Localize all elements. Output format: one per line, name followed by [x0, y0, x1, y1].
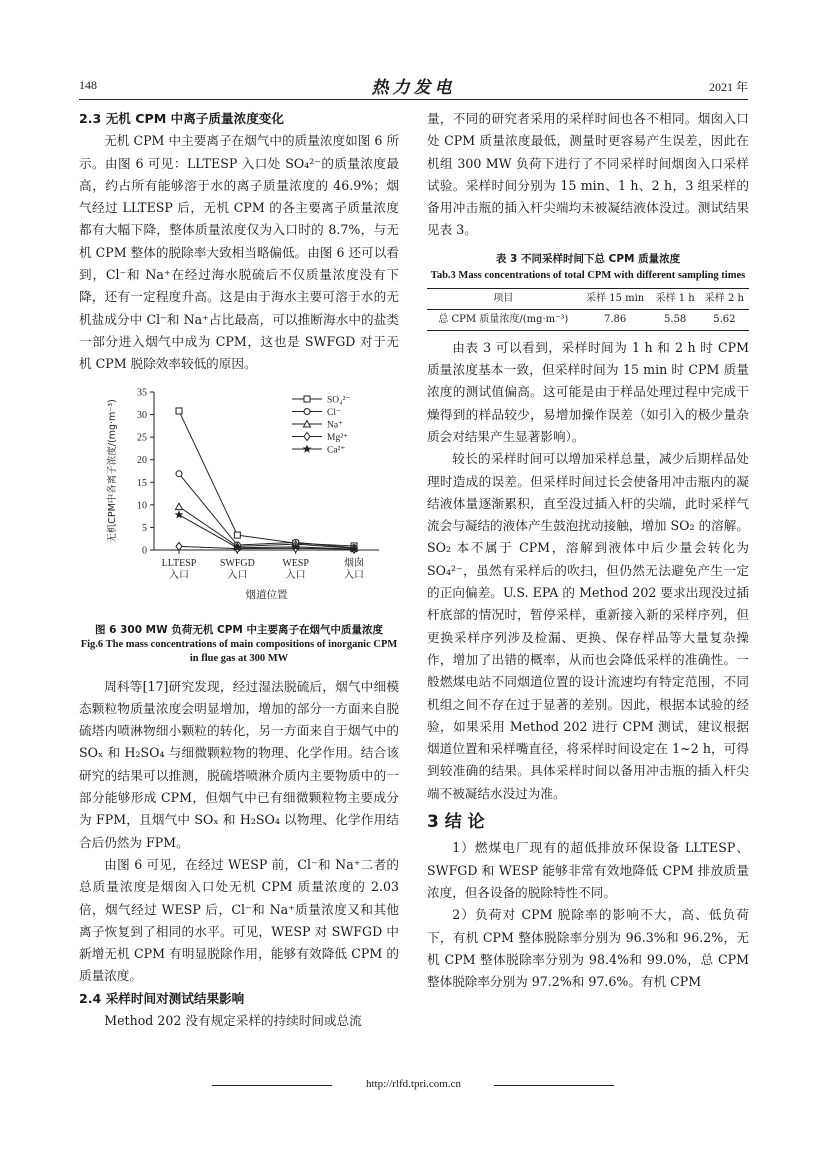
- data-point: [176, 470, 182, 476]
- y-tick-label: 10: [137, 499, 147, 511]
- footer-rule-right: [494, 1085, 614, 1086]
- figure-6: [79, 382, 399, 622]
- table-caption-en: Tab.3 Mass concentrations of total CPM with different sampling times: [430, 269, 746, 281]
- legend-marker: [304, 432, 310, 440]
- paragraph: 无机 CPM 中主要离子在烟气中的质量浓度如图 6 所示。由图 6 可见：LLTESP 入口处 SO₄²⁻的质量浓度最高，约占所有能够溶于水的离子质量浓度的 46.9%；烟气经过 LLTESP 后，无机 CPM 的各主要离子质量浓度都有大幅下降，整体质量浓度仅为入口时的 8.7%，与无机 CPM 整体的脱除率大致相当略偏低。由图 6 还可以看到，Cl⁻和 Na⁺在经过海水脱硫后不仅质量浓度没有下降，还有一定程度升高。这是由于海水主要可溶于水的无机盐成分中 Cl⁻和 Na⁺占比最高，可以推断海水中的盐类一部分进入烟气中成为 CPM，这也是 SWFGD 对于无机 CPM 脱除效率较低的原因。: [79, 133, 399, 372]
- data-point: [176, 408, 182, 414]
- legend-label: Mg²⁺: [327, 432, 349, 443]
- paragraph: 量，不同的研究者采用的采样时间也各不相同。烟囱入口处 CPM 质量浓度最低，测量时更容易产生误差，因此在机组 300 MW 负荷下进行了不同采样时间烟囱入口采样试验。采样时间分别为 15 min、1 h、2 h，3 组采样的备用冲击瓶的插入杆尖端均未被凝结液体没过。测试结果见表 3。: [427, 111, 749, 238]
- y-tick-label: 30: [137, 409, 147, 421]
- y-tick-label: 35: [137, 387, 147, 399]
- paragraph: Method 202 没有规定采样的持续时间或总流: [104, 1013, 362, 1029]
- data-point: [176, 542, 182, 550]
- x-tick-label: LLTESP: [161, 557, 197, 569]
- x-tick-label-sub: 入口: [169, 569, 189, 581]
- footer-url: http://rlfd.tpri.com.cn: [365, 1078, 461, 1090]
- paragraph: 1）燃煤电厂现有的超低排放环保设备 LLTESP、SWFGD 和 WESP 能够非常有效地降低 CPM 排放质量浓度，但各设备的脱除特性不同。: [427, 840, 749, 900]
- y-tick-label: 0: [142, 545, 147, 557]
- data-point: [175, 511, 182, 518]
- legend-label: SO₄²⁻: [327, 395, 351, 406]
- figure-caption-zh: 图 6 300 MW 负荷无机 CPM 中主要离子在烟气中质量浓度: [94, 623, 384, 636]
- series-line: [179, 506, 354, 548]
- paragraph: 由表 3 可以看到，采样时间为 1 h 和 2 h 时 CPM 质量浓度基本一致，但采样时间为 15 min 时 CPM 质量浓度的测试值偏高。这可能是由于样品处理过程中完成干燥得到的样品较少，易增加操作误差（如引入的极少量杂质会对结果产生显著影响）。: [427, 339, 749, 444]
- x-tick-label: SWFGD: [219, 557, 255, 569]
- table-header-cell: 采样 1 h: [655, 292, 695, 304]
- legend-marker: [303, 445, 310, 452]
- legend-label: Ca²⁺: [327, 445, 346, 456]
- x-tick-label: WESP: [282, 557, 310, 569]
- table-row: [427, 309, 749, 330]
- table-cell: 5.58: [664, 313, 687, 325]
- paragraph: 由图 6 可见，在经过 WESP 前，Cl⁻和 Na⁺二者的总质量浓度是烟囱入口处无机 CPM 质量浓度的 2.03 倍，烟气经过 WESP 后，Cl⁻和 Na⁺质量浓度又和其他离子恢复到了相同的水平。可见，WESP 对 SWFGD 中新增无机 CPM 有明显脱除作用，能够有效降低 CPM 的质量浓度。: [79, 856, 399, 984]
- x-tick-label-sub: 入口: [344, 569, 364, 581]
- y-tick-label: 5: [142, 522, 147, 534]
- series-line: [179, 473, 354, 547]
- table-header-cell: 项目: [493, 292, 514, 304]
- paragraph: 较长的采样时间可以增加采样总量，减少后期样品处理时造成的误差。但采样时间过长会使备用冲击瓶内的凝结液体量逐渐累积，直至没过插入杆的尖端，此时采样气流会与凝结的液体产生鼓泡扰动接触，增加 SO₂ 的溶解。SO₂ 本不属于 CPM，溶解到液体中后少量会转化为 SO₄²⁻，虽然有采样后的吹扫，但仍然无法避免产生一定的正向偏差。U.S. EPA 的 Method 202 要求出现没过插杆底部的情况时，暂停采样，重新接入新的采样序列，但更换采样序列涉及检漏、更换、保存样品等大量复杂操作，增加了出错的概率，从而也会降低采样的准确性。一般燃煤电站不同烟道位置的设计流速均有特定范围，不同机组之间不存在过于显著的差别。因此，根据本试验的经验，如果采用 Method 202 进行 CPM 测试，建议根据烟道位置和采样嘴直径，将采样时间设定在 1~2 h，可得到较准确的结果。具体采样时间以备用冲击瓶的插入杆尖端不被凝结水没过为准。: [427, 451, 749, 801]
- x-axis-label: 烟道位置: [245, 588, 288, 601]
- table-caption-zh: 表 3 不同采样时间下总 CPM 质量浓度: [495, 252, 681, 265]
- table-cell: 7.86: [604, 313, 627, 325]
- right-column: [427, 108, 749, 993]
- paragraph: 周科等[17]研究发现，经过湿法脱硫后，烟气中细模态颗粒物质量浓度会明显增加，增加的部分一方面来自脱硫塔内喷淋物细小颗粒的转化，另一方面来自于烟气中的 SOₓ 和 H₂SO₄ 与细微颗粒物的物理、化学作用。结合该研究的结果可以推测，脱硫塔喷淋介质内主要物质中的一部分能够形成 CPM，但烟气中已有细微颗粒物主要成分为 FPM，且烟气中 SOₓ 和 H₂SO₄ 以物理、化学作用结合后仍然为 FPM。: [79, 678, 399, 850]
- y-axis-label: 无机CPM中各离子浓度/(mg·m⁻³): [107, 398, 118, 543]
- table-cell: 总 CPM 质量浓度/(mg·m⁻³): [438, 313, 569, 325]
- journal-title: 热力发电: [371, 78, 456, 98]
- figure-6-chart: [79, 382, 399, 622]
- section-2-4-heading: 2.4 采样时间对测试结果影响: [79, 990, 245, 1006]
- data-point: [176, 503, 183, 510]
- table-3: [427, 288, 749, 331]
- x-tick-label-sub: 入口: [285, 569, 306, 581]
- x-tick-label-sub: 入口: [227, 569, 248, 581]
- legend-label: Na⁺: [327, 420, 344, 431]
- y-tick-label: 15: [137, 477, 147, 489]
- paragraph: 2）负荷对 CPM 脱除率的影响不大，高、低负荷下，有机 CPM 整体脱除率分别为 96.3%和 96.2%，无机 CPM 整体脱除率分别为 98.4%和 99.0%，总 CPM 整体脱除率分别为 97.2%和 97.6%。有机 CPM: [427, 907, 749, 990]
- section-3-heading: 3 结 论: [427, 812, 485, 833]
- table-cell: 5.62: [713, 313, 736, 325]
- section-2-3-heading: 2.3 无机 CPM 中离子质量浓度变化: [79, 111, 284, 126]
- table-header-row: [427, 288, 749, 309]
- table-header-cell: 采样 15 min: [586, 292, 645, 304]
- header-rule: [79, 99, 748, 100]
- legend-label: Cl⁻: [327, 407, 341, 418]
- table-header-cell: 采样 2 h: [704, 292, 744, 304]
- data-point: [234, 532, 240, 538]
- y-tick-label: 25: [137, 432, 147, 444]
- figure-caption-en: Fig.6 The mass concentrations of main compositions of inorganic CPM in flue gas at 300 MW: [80, 638, 398, 664]
- page-number: 148: [79, 78, 97, 92]
- x-tick-label: 烟囱: [344, 557, 364, 569]
- publication-year: 2021 年: [708, 80, 748, 94]
- legend-marker: [304, 408, 310, 414]
- series-line: [179, 411, 354, 546]
- legend-marker: [304, 396, 310, 402]
- left-column: [79, 108, 399, 1032]
- y-tick-label: 20: [137, 454, 147, 466]
